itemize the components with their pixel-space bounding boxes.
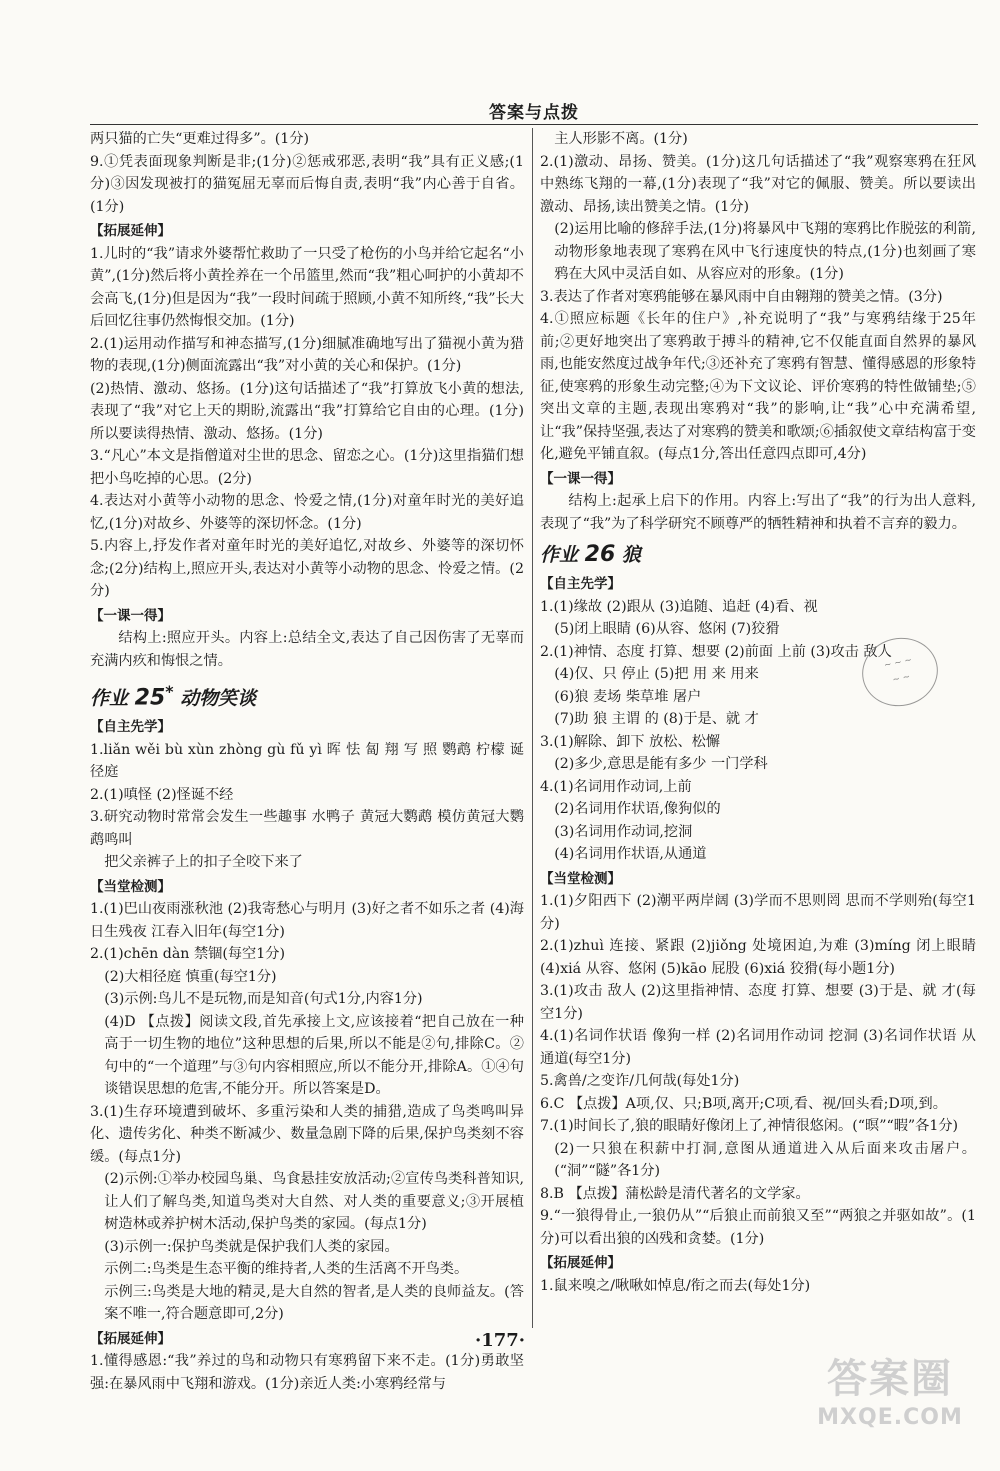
section-heading: 【一课一得】: [540, 470, 621, 487]
watermark-logo: [810, 1353, 970, 1453]
homework-title: 动物笑谈: [180, 687, 257, 710]
answer-line: 4.(1)名词用作动词,上前: [540, 778, 692, 795]
answer-line: 把父亲裤子上的扣子全咬下来了: [104, 854, 303, 871]
answer-line: (7)助 狼 主谓 的 (8)于是、就 才: [554, 711, 759, 727]
answer-line: (2)名词用作状语,像狗似的: [554, 801, 721, 817]
answer-line: 3.(1)生存环境遭到破坏、多重污染和人类的捕猎,造成了鸟类鸣叫异化、遗传劣化、种类不断减少、数量急剧下降的后果,保护鸟类刻不容缓。(每点1分): [90, 1103, 524, 1165]
watermark-sub: MXQE.COM: [817, 1405, 963, 1430]
answer-line: 4.(1)名词作状语 像狗一样 (2)名词用作动词 挖洞 (3)名词作状语 从通道(每空1分): [540, 1028, 976, 1067]
answer-line: 4.①照应标题《长年的住户》,补充说明了“我”与寒鸦结缘于25年前;②更好地突出了寒鸦敢于搏斗的精神,它不仅能直面自然界的暴风雨,也能安然度过战争年代;③还补充了寒鸦有智慧、懂得感恩的形象特征,使寒鸦的形象生动完整;④为下文议论、评价寒鸦的特性做铺垫;⑤突出文章的主题,表现出寒鸦对“我”的影响,让“我”心中充满希望,让“我”保持坚强,表达了对寒鸦的赞美和歌颂;⑥插叙使文章结构富于变化,避免平铺直叙。(每点1分,答出任意四点即可,4分): [540, 311, 976, 462]
answer-line: 主人形影不离。(1分): [554, 131, 688, 147]
answer-line: (3)示例:鸟儿不是玩物,而是知音(句式1分,内容1分): [104, 991, 423, 1008]
answer-line: 1.儿时的“我”请求外婆帮忙救助了一只受了枪伤的小鸟并给它起名“小黄”,(1分)然后将小黄拴养在一个吊篮里,然而“我”粗心呵护的小黄却不会高飞,(1分)但是因为“我”一段时间疏于照顾,小黄不知所终,“我”长大后回忆往事仍然悔恨交加。(1分): [90, 245, 524, 329]
answer-line: (3)示例一:保护鸟类就是保护我们人类的家园。: [104, 1238, 399, 1255]
watermark-main: 答案圈: [827, 1356, 953, 1402]
answer-line: (4)仅、只 停止 (5)把 用 来 用来: [554, 666, 759, 682]
section-heading: 【拓展延伸】: [540, 1255, 621, 1271]
answer-line: 3.(1)解除、卸下 放松、松懈: [540, 733, 721, 750]
page-number: ·177·: [474, 1330, 526, 1351]
answer-line: 9.“一狼得骨止,一狼仍从”“后狼止而前狼又至”“两狼之并驱如故”。(1分)可以看出狼的凶残和贪婪。(1分): [540, 1208, 976, 1247]
homework-label: 作业: [90, 687, 129, 710]
homework-number: 25: [134, 685, 166, 711]
answer-line: 1.liǎn wěi bù xùn zhòng gù fǔ yì 晖 怯 匐 翔 写 照 鹦鹉 柠檬 诞 径庭: [90, 741, 524, 781]
answer-line: 4.表达对小黄等小动物的思念、怜爱之情,(1分)对童年时光的美好追忆,(1分)对故乡、外婆等的深切怀念。(1分): [90, 493, 524, 532]
answer-line: 示例二:鸟类是生态平衡的维持者,人类的生活离不开鸟类。: [104, 1261, 469, 1278]
homework-label: 作业: [540, 544, 579, 566]
answer-line: (2)大相径庭 慎重(每空1分): [104, 968, 277, 985]
answer-line: 1.(1)巴山夜雨涨秋池 (2)我寄愁心与明月 (3)好之者不如乐之者 (4)海日生残夜 江春入旧年(每空1分): [90, 901, 524, 940]
answer-line: (3)名词用作动词,挖洞: [554, 823, 693, 840]
homework-title: 狼: [621, 544, 641, 566]
answer-line: 2.(1)zhuì 连接、紧跟 (2)jiǒng 处境困迫,为难 (3)míng 闭上眼睛 (4)xiá 从容、悠闲 (5)kāo 屁股 (6)xiá 狡猾(每小题1分): [540, 938, 976, 977]
answer-line: 2.(1)运用动作描写和神态描写,(1分)细腻准确地写出了猫视小黄为猎物的表现,(1分)侧面流露出“我”对小黄的关心和保护。(1分): [90, 335, 524, 374]
right-column: [540, 128, 976, 1297]
answer-line: 3.(1)攻击 敌人 (2)这里指神情、态度 打算、想要 (3)于是、就 才(每空1分): [540, 983, 976, 1022]
answer-line: (2)多少,意思是能有多少 一门学科: [554, 756, 768, 772]
answer-line: 1.鼠来嗅之/啾啾如悼息/衔之而去(每处1分): [540, 1277, 811, 1294]
answer-line: 2.(1)嗔怪 (2)怪诞不经: [90, 786, 234, 803]
answer-line: 1.(1)缘故 (2)跟从 (3)追随、追赶 (4)看、视: [540, 598, 818, 615]
answer-line: 2.(1)神情、态度 打算、想要 (2)前面 上前 (3)攻击 敌人: [540, 643, 892, 660]
answer-line: 结构上:起承上启下的作用。内容上:写出了“我”的行为出人意料,表现了“我”为了科学研究不顾尊严的牺牲精神和执着不言弃的毅力。: [540, 493, 976, 532]
answer-line: 1.(1)夕阳西下 (2)潮平两岸阔 (3)学而不思则罔 思而不学则殆(每空1分): [540, 893, 976, 932]
answer-line: 9.①凭表面现象判断是非;(1分)②惩戒邪恶,表明“我”具有正义感;(1分)③因发现被打的猫冤屈无辜而后悔自责,表明“我”内心善于自省。(1分): [90, 153, 524, 215]
answer-line: 示例三:鸟类是大地的精灵,是大自然的智者,是人类的良师益友。(答案不唯一,符合题意即可,2分): [104, 1283, 524, 1323]
section-heading: 【当堂检测】: [540, 870, 621, 887]
answer-line: 5.内容上,抒发作者对童年时光的美好追忆,对故乡、外婆等的深切怀念;(2分)结构上,照应开头,表达对小黄等小动物的思念、怜爱之情。(2分): [90, 538, 524, 599]
answer-line: (2)运用比喻的修辞手法,(1分)将暴风中飞翔的寒鸦比作脱弦的利箭,动物形象地表现了寒鸦在风中飞行速度快的特点,(1分)也刻画了寒鸦在大风中灵活自如、从容应对的形象。(1分): [554, 221, 976, 282]
column-divider: [532, 128, 533, 1328]
answer-line: 2.(1)chēn dàn 禁锢(每空1分): [90, 946, 285, 963]
section-heading: 【自主先学】: [540, 576, 621, 592]
answer-line: 5.禽兽/之变诈/几何哉(每处1分): [540, 1073, 740, 1089]
section-heading: 【一课一得】: [90, 607, 171, 624]
answer-line: 3.表达了作者对寒鸦能够在暴风雨中自由翱翔的赞美之情。(3分): [540, 288, 943, 305]
answer-line: (4)D 【点拨】阅读文段,首先承接上文,应该接着“把自己放在一种高于一切生物的地位”这种思想的后果,所以不能是②句,排除C。②句中的“一个道理”与③句内容相照应,所以不能分开,排除A。①④句谈错误思想的危害,不能分开。所以答案是D。: [104, 1013, 524, 1098]
answer-line: 8.B 【点拨】蒲松龄是清代著名的文学家。: [540, 1185, 810, 1202]
answer-line: 1.懂得感恩:“我”养过的鸟和动物只有寒鸦留下来不走。(1分)勇敢坚强:在暴风雨中飞翔和游戏。(1分)亲近人类:小寒鸦经常与: [90, 1353, 524, 1392]
answer-line: (4)名词用作状语,从通道: [554, 846, 707, 862]
page-header: [90, 96, 978, 125]
left-column: [90, 128, 524, 1395]
answer-line: 3.“凡心”本文是指僧道对尘世的思念、留恋之心。(1分)这里指猫们想把小鸟吃掉的心思。(2分): [90, 448, 524, 487]
answer-line: (2)示例:①举办校园鸟巢、鸟食悬挂安放活动;②宣传鸟类科普知识,让人们了解鸟类,知道鸟类对大自然、对人类的重要意义;③开展植树造林或养护树木活动,保护鸟类的家园。(每点1分): [104, 1171, 524, 1233]
answer-line: (2)热情、激动、悠扬。(1分)这句话描述了“我”打算放飞小黄的想法,表现了“我”对它上天的期盼,流露出“我”打算给它自由的心理。(1分)所以要读得热情、激动、悠扬。(1分): [90, 380, 524, 442]
homework-25-title: [90, 678, 524, 712]
answer-line: (6)狼 麦场 柴草堆 屠户: [554, 688, 702, 705]
answer-line: 3.研究动物时常常会发生一些趣事 水鸭子 黄冠大鹦鹉 模仿黄冠大鹦鹉鸣叫: [90, 809, 524, 848]
homework-star: *: [165, 682, 174, 701]
answer-line: (2)一只狼在积薪中打洞,意图从通道进入从后面来攻击屠户。(“洞”“隧”各1分): [554, 1140, 976, 1179]
stamp-seal: ~ ~ ~ ~ ~: [856, 631, 944, 713]
answer-line: 7.(1)时间长了,狼的眼睛好像闭上了,神情很悠闲。(“暝”“暇”各1分): [540, 1118, 959, 1134]
answer-line: 结构上:照应开头。内容上:总结全文,表达了自己因伤害了无辜而充满内疚和悔恨之情。: [90, 630, 524, 669]
answer-line: 两只猫的亡失“更难过得多”。(1分): [90, 131, 310, 147]
answer-line: 2.(1)激动、昂扬、赞美。(1分)这几句话描述了“我”观察寒鸦在狂风中熟练飞翔的一幕,(1分)表现了“我”对它的佩服、赞美。所以要读出激动、昂扬,读出赞美之情。(1分): [540, 153, 976, 215]
homework-number: 26: [584, 542, 616, 567]
homework-26-title: [540, 541, 976, 569]
section-heading: 【拓展延伸】: [90, 1330, 171, 1347]
section-heading: 【拓展延伸】: [90, 223, 171, 239]
header-title: 答案与点拨: [489, 103, 579, 123]
answer-line: 6.C 【点拨】A项,仅、只;B项,离开;C项,看、视/回头看;D项,到。: [540, 1095, 947, 1112]
section-heading: 【当堂检测】: [90, 878, 171, 895]
section-heading: 【自主先学】: [90, 719, 171, 736]
answer-line: (5)闭上眼睛 (6)从容、悠闲 (7)狡猾: [554, 621, 780, 637]
